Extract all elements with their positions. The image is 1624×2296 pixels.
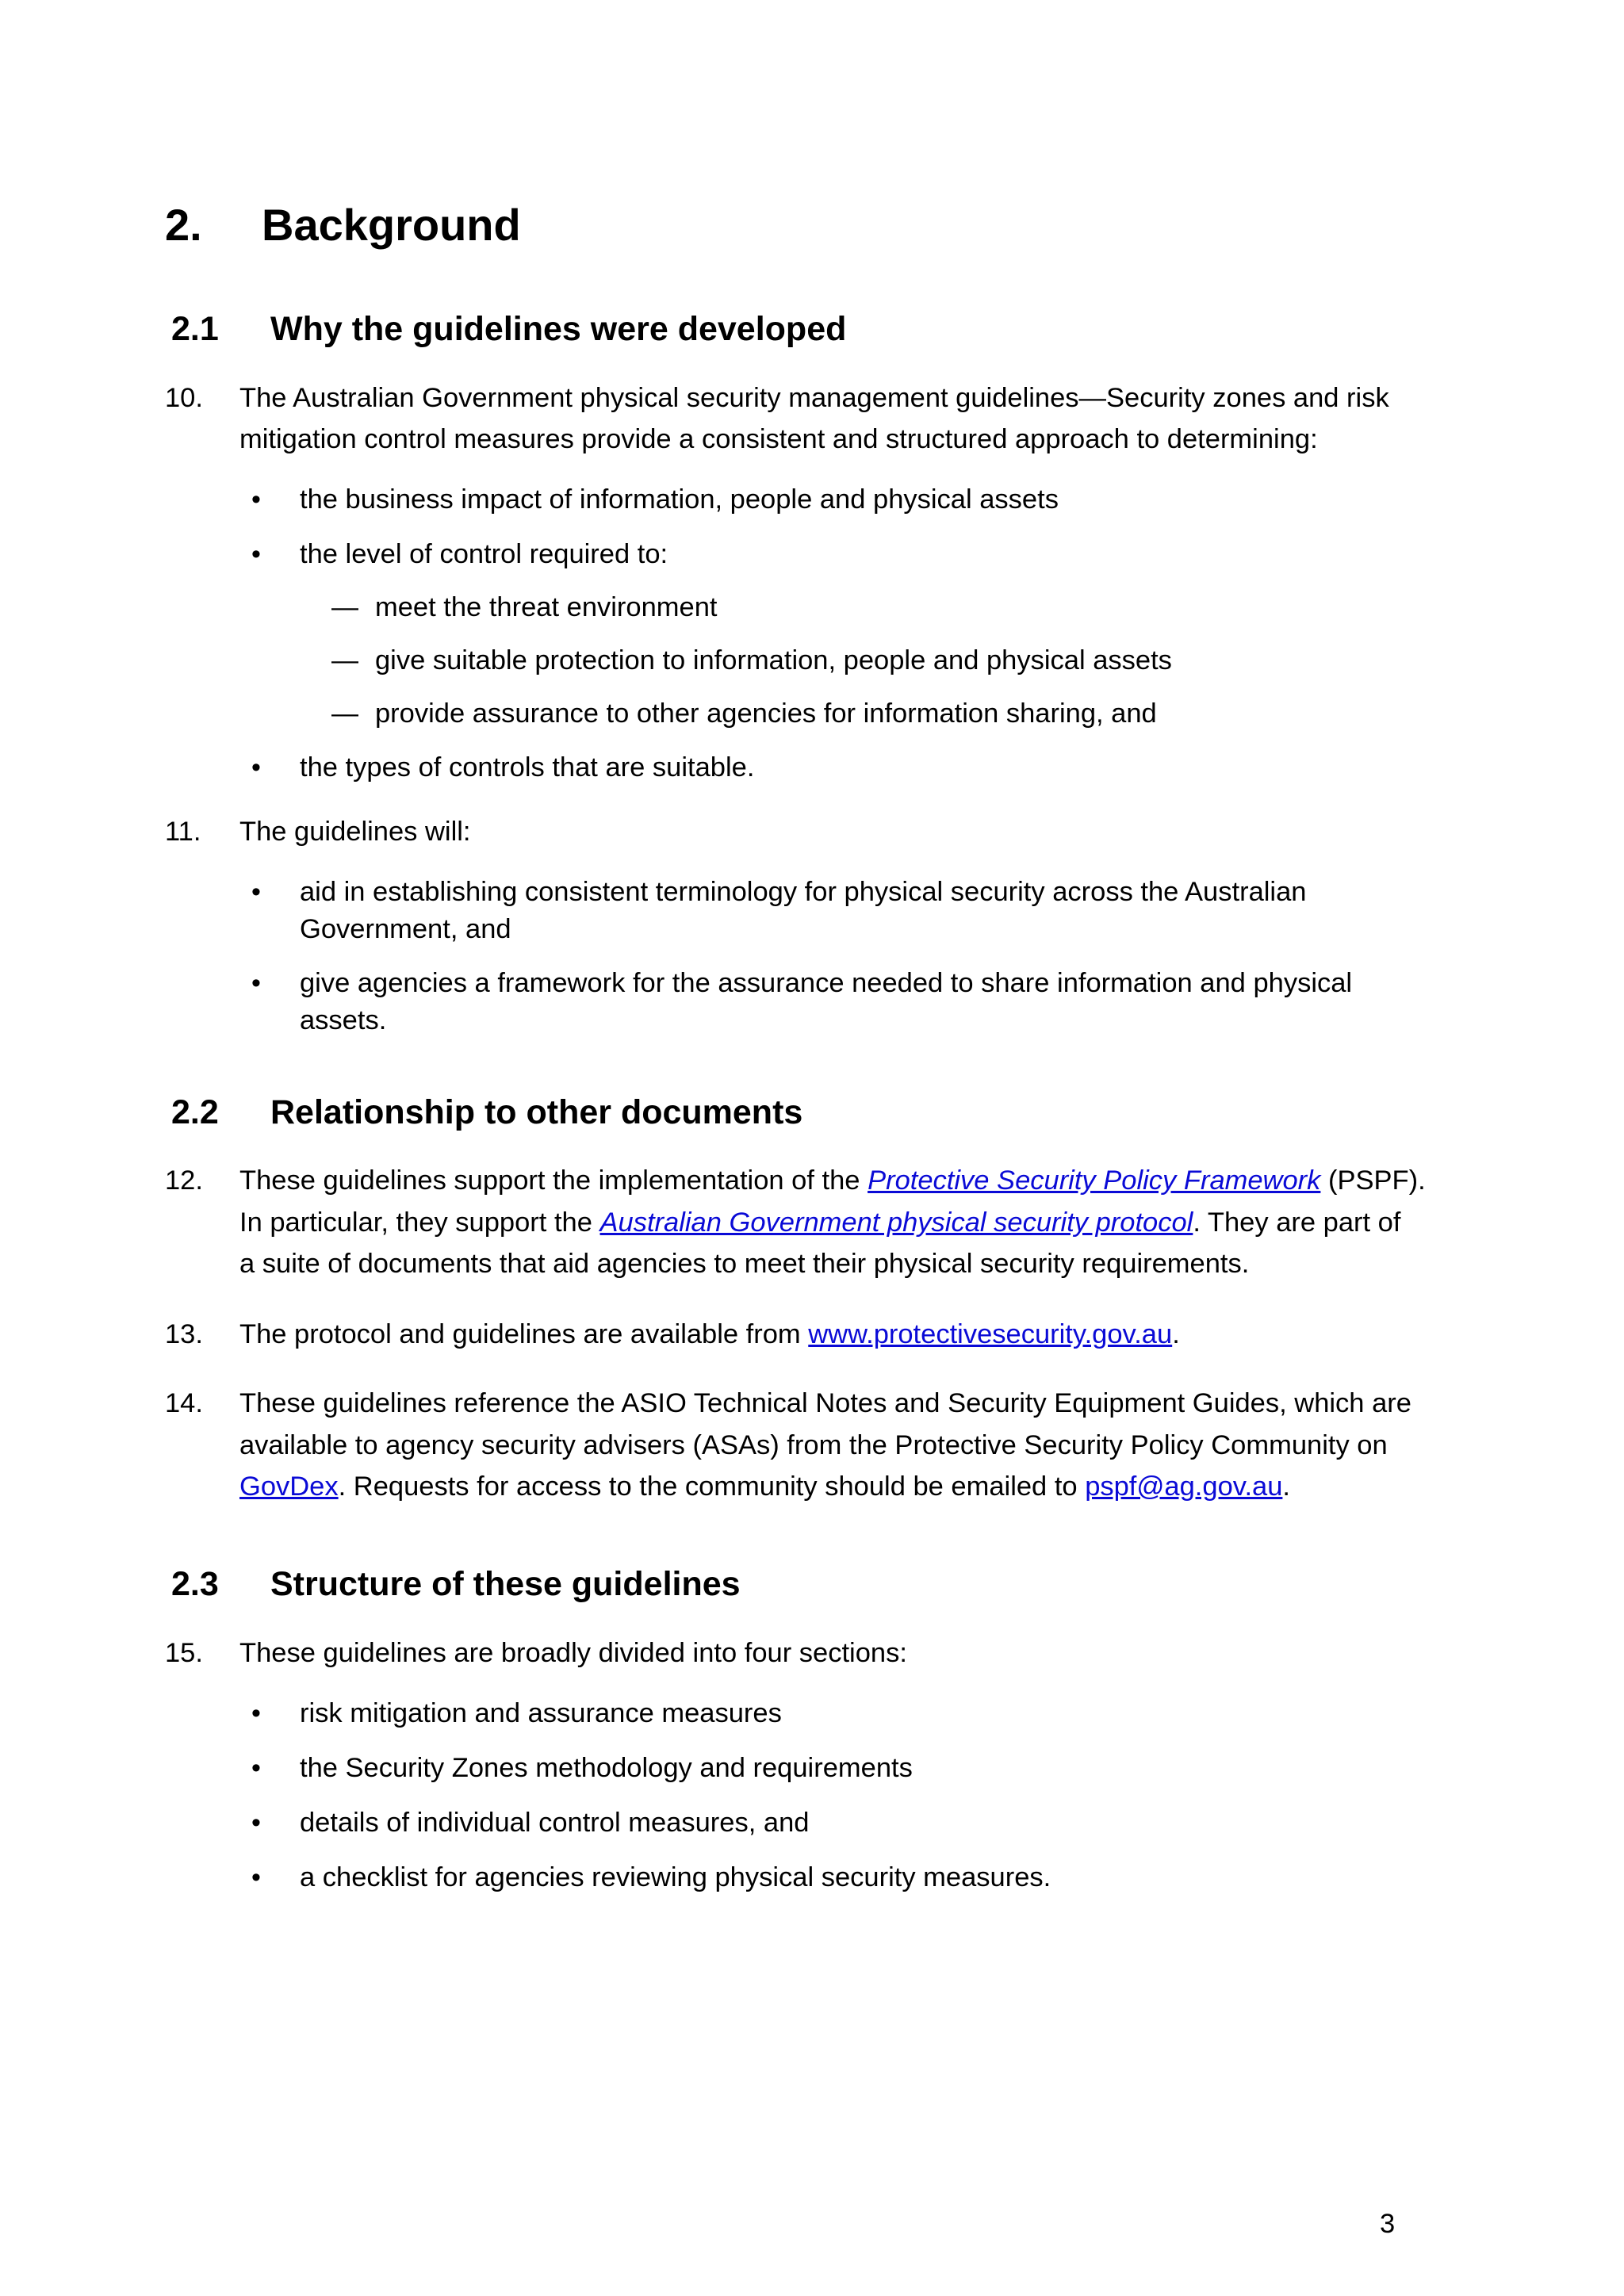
section-2-3-title: Structure of these guidelines — [270, 1565, 741, 1603]
para-13-text — [239, 1317, 1180, 1352]
dash-icon: — — [331, 698, 358, 729]
protocol-link[interactable]: Australian Government physical security protocol — [599, 1207, 1193, 1238]
dash-icon: — — [331, 645, 358, 675]
para-12-line-2-pre: In particular, they support the — [239, 1207, 600, 1238]
para-15-bullet-3: details of individual control measures, and — [300, 1808, 810, 1838]
para-13-post: . — [1172, 1319, 1180, 1349]
bullet-icon: • — [251, 752, 261, 783]
bullet-icon: • — [251, 484, 261, 515]
para-10-subitem-3: provide assurance to other agencies for information sharing, and — [375, 698, 1157, 729]
para-10-subitem-1: meet the threat environment — [375, 592, 718, 622]
para-14-line-3-mid: . Requests for access to the community should be emailed to — [338, 1471, 1086, 1502]
para-15-bullet-1: risk mitigation and assurance measures — [300, 1698, 782, 1728]
para-10-bullet-3: the types of controls that are suitable. — [300, 752, 755, 783]
bullet-icon: • — [251, 877, 261, 907]
website-link[interactable]: www.protectivesecurity.gov.au — [808, 1319, 1173, 1349]
para-13-pre: The protocol and guidelines are available from — [239, 1319, 809, 1349]
para-10-bullet-2: the level of control required to: — [300, 539, 668, 569]
section-2-2-number: 2.2 — [171, 1093, 219, 1131]
para-14-line-3 — [239, 1469, 1290, 1504]
para-15-bullet-4: a checklist for agencies reviewing physical security measures. — [300, 1862, 1051, 1892]
para-14-number: 14. — [165, 1388, 203, 1418]
para-10-bullet-1: the business impact of information, people and physical assets — [300, 484, 1059, 515]
bullet-icon: • — [251, 1698, 261, 1728]
para-12-number: 12. — [165, 1165, 203, 1196]
para-12-line-2 — [239, 1205, 1400, 1240]
section-2-3-number: 2.3 — [171, 1565, 219, 1603]
heading-1-number: 2. — [165, 200, 202, 250]
section-2-1-title: Why the guidelines were developed — [270, 310, 847, 348]
para-15-number: 15. — [165, 1638, 203, 1668]
govdex-link[interactable]: GovDex — [239, 1471, 339, 1502]
para-10-line-1: The Australian Government physical security management guidelines—Security zones and risk — [239, 383, 1389, 413]
bullet-icon: • — [251, 539, 261, 569]
section-2-2-title: Relationship to other documents — [270, 1093, 803, 1131]
para-12-line-1-pre: These guidelines support the implementation of the — [239, 1165, 868, 1196]
bullet-icon: • — [251, 1753, 261, 1783]
email-link[interactable]: pspf@ag.gov.au — [1085, 1471, 1283, 1502]
para-11-bullet-1-line-2: Government, and — [300, 914, 511, 944]
para-12-line-1-post: (PSPF). — [1320, 1165, 1426, 1196]
para-15-text: These guidelines are broadly divided into four sections: — [239, 1638, 907, 1668]
para-12-line-2-post: . They are part of — [1193, 1207, 1401, 1238]
section-2-1-number: 2.1 — [171, 310, 219, 348]
para-15-bullet-2: the Security Zones methodology and requirements — [300, 1753, 913, 1783]
para-11-text: The guidelines will: — [239, 817, 471, 847]
para-11-bullet-2-line-2: assets. — [300, 1005, 387, 1035]
para-14-line-1: These guidelines reference the ASIO Technical Notes and Security Equipment Guides, which are — [239, 1388, 1411, 1418]
para-12-line-1 — [239, 1163, 1426, 1198]
para-11-bullet-2-line-1: give agencies a framework for the assurance needed to share information and physical — [300, 968, 1353, 998]
para-10-subitem-2: give suitable protection to information, people and physical assets — [375, 645, 1172, 675]
para-13-number: 13. — [165, 1319, 203, 1349]
para-14-line-3-post: . — [1282, 1471, 1290, 1502]
para-10-line-2: mitigation control measures provide a consistent and structured approach to determining: — [239, 424, 1318, 454]
bullet-icon: • — [251, 1808, 261, 1838]
para-11-bullet-1-line-1: aid in establishing consistent terminology for physical security across the Australian — [300, 877, 1307, 907]
para-14-line-2: available to agency security advisers (ASAs) from the Protective Security Policy Community on — [239, 1430, 1388, 1460]
page-number: 3 — [1380, 2209, 1396, 2239]
bullet-icon: • — [251, 968, 261, 998]
pspf-link[interactable]: Protective Security Policy Framework — [868, 1165, 1321, 1196]
bullet-icon: • — [251, 1862, 261, 1892]
para-10-number: 10. — [165, 383, 203, 413]
dash-icon: — — [331, 592, 358, 622]
para-11-number: 11. — [165, 817, 201, 847]
para-12-line-3: a suite of documents that aid agencies to meet their physical security requirements. — [239, 1249, 1250, 1279]
heading-1-title: Background — [262, 200, 521, 250]
